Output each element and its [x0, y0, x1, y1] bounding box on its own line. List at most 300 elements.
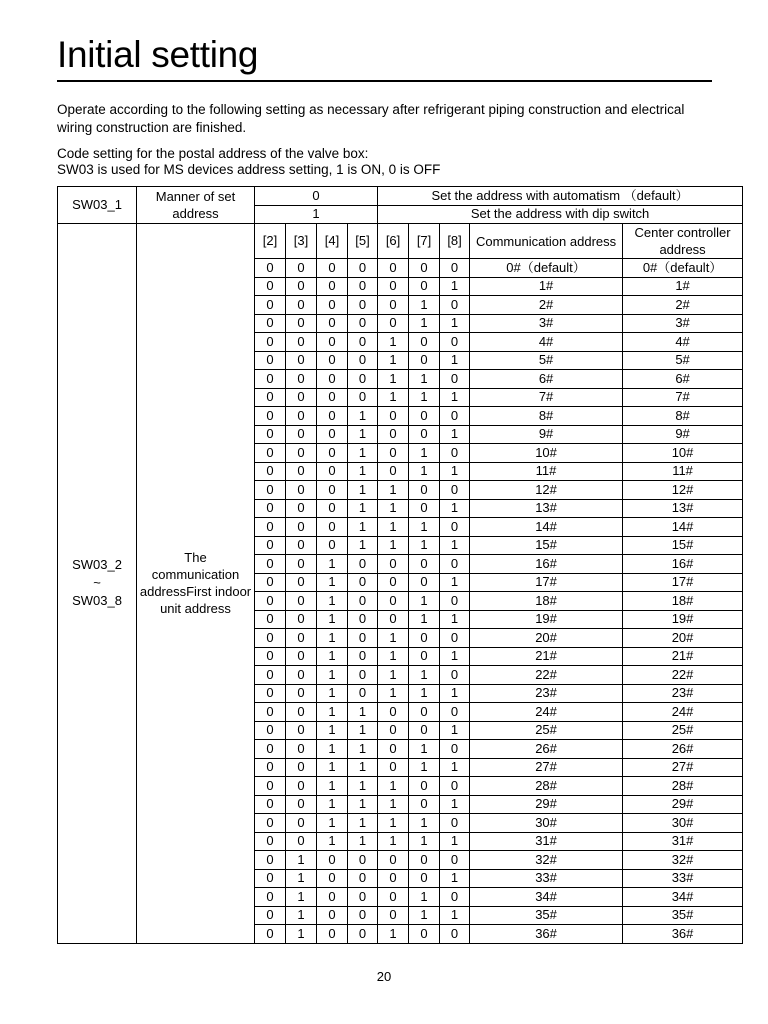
dip-bit-cell: 0 — [378, 740, 409, 759]
title-divider — [57, 80, 712, 82]
dip-bit-cell: 0 — [378, 592, 409, 611]
dip-bit-cell: 1 — [317, 795, 348, 814]
dip-bit-cell: 1 — [378, 684, 409, 703]
dip-bit-cell: 1 — [378, 536, 409, 555]
dip-bit-cell: 1 — [409, 536, 440, 555]
comm-address-cell: 32# — [470, 851, 623, 870]
dip-bit-cell: 1 — [317, 610, 348, 629]
comm-address-cell: 18# — [470, 592, 623, 611]
dip-bit-cell: 1 — [409, 758, 440, 777]
dip-bit-cell: 1 — [440, 721, 470, 740]
dip-bit-cell: 0 — [409, 721, 440, 740]
dip-bit-cell: 0 — [255, 407, 286, 426]
comm-address-cell: 2# — [470, 296, 623, 315]
dip-bit-cell: 0 — [409, 925, 440, 944]
intro-paragraph: Operate according to the following setting as necessary after refrigerant piping construction and electrical wiring construction are finished. — [57, 102, 685, 135]
dip-bit-cell: 1 — [440, 906, 470, 925]
comm-address-cell: 15# — [470, 536, 623, 555]
dip-header: [2] — [255, 224, 286, 259]
dip-bit-cell: 0 — [286, 592, 317, 611]
dip-bit-cell: 1 — [409, 684, 440, 703]
dip-bit-cell: 0 — [286, 684, 317, 703]
dip-header: [3] — [286, 224, 317, 259]
dip-bit-cell: 0 — [255, 481, 286, 500]
dip-bit-cell: 0 — [440, 407, 470, 426]
dip-bit-cell: 0 — [255, 610, 286, 629]
comm-address-cell: 25# — [470, 721, 623, 740]
dip-bit-cell: 0 — [255, 259, 286, 278]
dip-bit-cell: 0 — [378, 555, 409, 574]
center-address-cell: 20# — [623, 629, 743, 648]
dip-bit-cell: 1 — [317, 647, 348, 666]
center-address-cell: 32# — [623, 851, 743, 870]
comm-address-cell: 35# — [470, 906, 623, 925]
dip-bit-cell: 0 — [286, 296, 317, 315]
dip-bit-cell: 0 — [440, 666, 470, 685]
dip-bit-cell: 0 — [348, 888, 378, 907]
dip-bit-cell: 0 — [440, 481, 470, 500]
dip-bit-cell: 0 — [286, 832, 317, 851]
dip-bit-cell: 1 — [348, 518, 378, 537]
dip-bit-cell: 0 — [378, 314, 409, 333]
dip-bit-cell: 0 — [286, 333, 317, 352]
dip-bit-cell: 0 — [255, 647, 286, 666]
dip-bit-cell: 0 — [255, 869, 286, 888]
comm-address-cell: 26# — [470, 740, 623, 759]
dip-bit-cell: 0 — [317, 481, 348, 500]
dip-bit-cell: 0 — [317, 370, 348, 389]
dip-bit-cell: 1 — [348, 703, 378, 722]
center-address-cell: 19# — [623, 610, 743, 629]
comm-address-cell: 23# — [470, 684, 623, 703]
dip-header: [5] — [348, 224, 378, 259]
code-setting-line: Code setting for the postal address of the valve box: — [57, 146, 369, 161]
dip-bit-cell: 1 — [409, 666, 440, 685]
dip-bit-cell: 0 — [440, 592, 470, 611]
dip-bit-cell: 1 — [409, 388, 440, 407]
dip-bit-cell: 0 — [286, 388, 317, 407]
dip-bit-cell: 0 — [255, 721, 286, 740]
dip-bit-cell: 1 — [317, 592, 348, 611]
dip-bit-cell: 0 — [286, 629, 317, 648]
center-address-cell: 30# — [623, 814, 743, 833]
dip-bit-cell: 0 — [286, 536, 317, 555]
dip-bit-cell: 1 — [440, 573, 470, 592]
dip-bit-cell: 0 — [440, 851, 470, 870]
dip-bit-cell: 1 — [317, 555, 348, 574]
dip-bit-cell: 1 — [409, 370, 440, 389]
comm-address-cell: 27# — [470, 758, 623, 777]
center-address-cell: 4# — [623, 333, 743, 352]
dip-bit-cell: 1 — [378, 351, 409, 370]
dip-bit-cell: 1 — [348, 777, 378, 796]
dip-bit-cell: 0 — [317, 462, 348, 481]
dip-bit-cell: 0 — [440, 518, 470, 537]
dip-bit-cell: 0 — [286, 610, 317, 629]
dip-bit-cell: 0 — [255, 573, 286, 592]
dip-bit-cell: 1 — [440, 314, 470, 333]
dip-bit-cell: 0 — [440, 925, 470, 944]
dip-bit-cell: 1 — [409, 462, 440, 481]
dip-bit-cell: 0 — [378, 721, 409, 740]
dip-bit-cell: 1 — [409, 740, 440, 759]
dip-bit-cell: 0 — [255, 462, 286, 481]
dip-bit-cell: 0 — [255, 370, 286, 389]
dip-bit-cell: 0 — [348, 259, 378, 278]
dip-bit-cell: 0 — [378, 851, 409, 870]
center-address-cell: 21# — [623, 647, 743, 666]
dip-bit-cell: 0 — [409, 647, 440, 666]
dip-bit-cell: 1 — [348, 499, 378, 518]
dip-bit-cell: 1 — [317, 573, 348, 592]
dip-bit-cell: 0 — [286, 370, 317, 389]
dip-bit-cell: 0 — [348, 314, 378, 333]
dip-bit-cell: 0 — [255, 518, 286, 537]
dip-bit-cell: 0 — [255, 333, 286, 352]
comm-address-cell: 30# — [470, 814, 623, 833]
comm-address-cell: 1# — [470, 277, 623, 296]
dip-bit-cell: 0 — [255, 388, 286, 407]
dip-bit-cell: 0 — [286, 758, 317, 777]
dip-bit-cell: 0 — [255, 851, 286, 870]
dip-bit-cell: 0 — [255, 925, 286, 944]
dip-bit-cell: 0 — [378, 259, 409, 278]
center-address-cell: 23# — [623, 684, 743, 703]
dip-bit-cell: 0 — [286, 647, 317, 666]
center-address-cell: 11# — [623, 462, 743, 481]
dip-bit-cell: 0 — [317, 388, 348, 407]
center-address-cell: 31# — [623, 832, 743, 851]
option-desc: Set the address with dip switch — [378, 205, 743, 224]
dip-bit-cell: 1 — [286, 925, 317, 944]
dip-bit-cell: 1 — [286, 851, 317, 870]
center-address-cell: 16# — [623, 555, 743, 574]
sw03-2-8-label — [58, 224, 137, 944]
dip-bit-cell: 0 — [348, 296, 378, 315]
dip-bit-cell: 0 — [255, 536, 286, 555]
center-address-cell: 5# — [623, 351, 743, 370]
comm-address-cell: 22# — [470, 666, 623, 685]
dip-bit-cell: 0 — [348, 684, 378, 703]
dip-bit-cell: 1 — [378, 647, 409, 666]
dip-bit-cell: 0 — [440, 629, 470, 648]
center-address-cell: 0#（default） — [623, 259, 743, 278]
sw03-2-8-line: SW03_8 — [72, 593, 122, 609]
dip-bit-cell: 0 — [286, 814, 317, 833]
dip-bit-cell: 0 — [440, 888, 470, 907]
dip-bit-cell: 0 — [286, 740, 317, 759]
dip-bit-cell: 0 — [378, 703, 409, 722]
dip-bit-cell: 0 — [348, 629, 378, 648]
dip-bit-cell: 1 — [378, 333, 409, 352]
dip-bit-cell: 0 — [255, 314, 286, 333]
dip-bit-cell: 1 — [440, 462, 470, 481]
dip-bit-cell: 0 — [317, 518, 348, 537]
dip-bit-cell: 1 — [286, 888, 317, 907]
dip-bit-cell: 0 — [348, 277, 378, 296]
dip-bit-cell: 1 — [348, 795, 378, 814]
dip-bit-cell: 1 — [378, 481, 409, 500]
dip-bit-cell: 1 — [378, 814, 409, 833]
dip-bit-cell: 0 — [409, 869, 440, 888]
dip-bit-cell: 0 — [317, 444, 348, 463]
center-address-cell: 27# — [623, 758, 743, 777]
dip-bit-cell: 1 — [440, 610, 470, 629]
dip-bit-cell: 0 — [317, 407, 348, 426]
comm-header: Communication address — [470, 224, 623, 259]
dip-bit-cell: 0 — [255, 351, 286, 370]
dip-bit-cell: 0 — [440, 814, 470, 833]
comm-address-cell: 3# — [470, 314, 623, 333]
table-body — [58, 187, 743, 944]
dip-bit-cell: 1 — [348, 444, 378, 463]
center-address-cell: 26# — [623, 740, 743, 759]
dip-bit-cell: 1 — [440, 351, 470, 370]
comm-address-cell: 4# — [470, 333, 623, 352]
dip-bit-cell: 1 — [440, 647, 470, 666]
dip-bit-cell: 1 — [409, 888, 440, 907]
dip-bit-cell: 0 — [286, 407, 317, 426]
dip-bit-cell: 1 — [440, 795, 470, 814]
dip-bit-cell: 0 — [255, 296, 286, 315]
dip-bit-cell: 0 — [255, 703, 286, 722]
dip-bit-cell: 1 — [440, 499, 470, 518]
dip-bit-cell: 1 — [378, 388, 409, 407]
comm-address-cell: 7# — [470, 388, 623, 407]
dip-bit-cell: 0 — [286, 777, 317, 796]
dip-bit-cell: 1 — [378, 666, 409, 685]
dip-bit-cell: 0 — [440, 444, 470, 463]
manner-label: Manner of set address — [137, 187, 255, 224]
dip-bit-cell: 1 — [378, 925, 409, 944]
dip-bit-cell: 0 — [286, 277, 317, 296]
dip-bit-cell: 0 — [348, 370, 378, 389]
comm-address-cell: 9# — [470, 425, 623, 444]
dip-bit-cell: 0 — [286, 314, 317, 333]
dip-bit-cell: 1 — [440, 758, 470, 777]
dip-bit-cell: 0 — [317, 536, 348, 555]
dip-bit-cell: 1 — [440, 869, 470, 888]
table-row-manner-0 — [58, 187, 743, 206]
dip-bit-cell: 0 — [286, 351, 317, 370]
dip-bit-cell: 0 — [440, 333, 470, 352]
center-address-cell: 34# — [623, 888, 743, 907]
dip-bit-cell: 0 — [409, 499, 440, 518]
comm-address-cell: 36# — [470, 925, 623, 944]
dip-bit-cell: 1 — [286, 906, 317, 925]
dip-bit-cell: 1 — [317, 832, 348, 851]
sw03-2-8-line: SW03_2 — [72, 557, 122, 573]
comm-address-cell: 24# — [470, 703, 623, 722]
dip-bit-cell: 1 — [409, 296, 440, 315]
dip-bit-cell: 1 — [409, 610, 440, 629]
comm-address-label: The communication addressFirst indoor unit address — [137, 224, 255, 944]
dip-bit-cell: 0 — [440, 777, 470, 796]
dip-bit-cell: 0 — [286, 481, 317, 500]
dip-bit-cell: 0 — [409, 425, 440, 444]
dip-bit-cell: 1 — [317, 740, 348, 759]
center-address-cell: 13# — [623, 499, 743, 518]
center-address-cell: 17# — [623, 573, 743, 592]
center-address-cell: 35# — [623, 906, 743, 925]
dip-bit-cell: 0 — [409, 555, 440, 574]
page-title: Initial setting — [57, 34, 259, 75]
dip-bit-cell: 0 — [255, 758, 286, 777]
dip-bit-cell: 0 — [348, 573, 378, 592]
dip-bit-cell: 0 — [378, 444, 409, 463]
dip-bit-cell: 1 — [378, 518, 409, 537]
dip-bit-cell: 0 — [286, 444, 317, 463]
comm-address-cell: 29# — [470, 795, 623, 814]
sw03-1-label: SW03_1 — [58, 187, 137, 224]
dip-bit-cell: 0 — [317, 259, 348, 278]
dip-bit-cell: 0 — [255, 740, 286, 759]
dip-bit-cell: 0 — [317, 851, 348, 870]
dip-bit-cell: 1 — [440, 277, 470, 296]
dip-bit-cell: 0 — [378, 407, 409, 426]
sw03-note: SW03 is used for MS devices address setting, 1 is ON, 0 is OFF — [57, 162, 441, 177]
dip-bit-cell: 1 — [317, 666, 348, 685]
comm-address-cell: 33# — [470, 869, 623, 888]
comm-address-cell: 6# — [470, 370, 623, 389]
comm-address-cell: 19# — [470, 610, 623, 629]
dip-bit-cell: 0 — [348, 647, 378, 666]
dip-bit-cell: 1 — [348, 740, 378, 759]
dip-bit-cell: 0 — [286, 259, 317, 278]
dip-bit-cell: 0 — [409, 333, 440, 352]
dip-bit-cell: 0 — [317, 333, 348, 352]
dip-bit-cell: 0 — [348, 610, 378, 629]
dip-bit-cell: 1 — [409, 314, 440, 333]
center-address-cell: 6# — [623, 370, 743, 389]
comm-address-cell: 17# — [470, 573, 623, 592]
dip-bit-cell: 1 — [317, 777, 348, 796]
dip-header: [7] — [409, 224, 440, 259]
dip-bit-cell: 1 — [317, 758, 348, 777]
option-value: 1 — [255, 205, 378, 224]
dip-bit-cell: 1 — [348, 407, 378, 426]
comm-address-cell: 0#（default） — [470, 259, 623, 278]
dip-bit-cell: 0 — [378, 296, 409, 315]
dip-bit-cell: 0 — [409, 795, 440, 814]
dip-bit-cell: 0 — [409, 629, 440, 648]
dip-bit-cell: 1 — [409, 832, 440, 851]
dip-bit-cell: 0 — [255, 684, 286, 703]
dip-bit-cell: 0 — [348, 555, 378, 574]
dip-header: [8] — [440, 224, 470, 259]
dip-bit-cell: 0 — [409, 259, 440, 278]
center-address-cell: 29# — [623, 795, 743, 814]
dip-header: [6] — [378, 224, 409, 259]
dip-header: [4] — [317, 224, 348, 259]
dip-bit-cell: 0 — [440, 370, 470, 389]
dip-header-row — [58, 224, 743, 259]
dip-bit-cell: 1 — [440, 388, 470, 407]
dip-bit-cell: 0 — [317, 499, 348, 518]
dip-bit-cell: 0 — [409, 703, 440, 722]
center-header: Center controller address — [623, 224, 743, 259]
dip-bit-cell: 1 — [286, 869, 317, 888]
dip-bit-cell: 0 — [255, 832, 286, 851]
dip-bit-cell: 0 — [378, 869, 409, 888]
center-address-cell: 24# — [623, 703, 743, 722]
page-number: 20 — [376, 969, 392, 984]
dip-bit-cell: 1 — [348, 758, 378, 777]
dip-bit-cell: 0 — [255, 888, 286, 907]
address-setting-table — [57, 186, 743, 944]
dip-bit-cell: 1 — [409, 906, 440, 925]
dip-bit-cell: 1 — [348, 536, 378, 555]
center-address-cell: 9# — [623, 425, 743, 444]
dip-bit-cell: 0 — [378, 906, 409, 925]
comm-address-cell: 10# — [470, 444, 623, 463]
dip-bit-cell: 0 — [378, 758, 409, 777]
center-address-cell: 10# — [623, 444, 743, 463]
dip-bit-cell: 1 — [378, 777, 409, 796]
dip-bit-cell: 0 — [348, 851, 378, 870]
dip-bit-cell: 0 — [409, 407, 440, 426]
dip-bit-cell: 0 — [409, 777, 440, 796]
center-address-cell: 3# — [623, 314, 743, 333]
dip-bit-cell: 1 — [317, 721, 348, 740]
dip-bit-cell: 0 — [317, 888, 348, 907]
dip-bit-cell: 0 — [317, 296, 348, 315]
dip-bit-cell: 0 — [378, 425, 409, 444]
comm-address-cell: 12# — [470, 481, 623, 500]
comm-address-cell: 16# — [470, 555, 623, 574]
center-address-cell: 22# — [623, 666, 743, 685]
dip-bit-cell: 0 — [286, 795, 317, 814]
dip-bit-cell: 0 — [317, 925, 348, 944]
dip-bit-cell: 0 — [348, 925, 378, 944]
dip-bit-cell: 1 — [348, 721, 378, 740]
center-address-cell: 14# — [623, 518, 743, 537]
dip-bit-cell: 1 — [378, 499, 409, 518]
dip-bit-cell: 0 — [440, 703, 470, 722]
dip-bit-cell: 0 — [286, 666, 317, 685]
dip-bit-cell: 0 — [255, 795, 286, 814]
dip-bit-cell: 1 — [409, 518, 440, 537]
center-address-cell: 2# — [623, 296, 743, 315]
center-address-cell: 12# — [623, 481, 743, 500]
dip-bit-cell: 0 — [286, 573, 317, 592]
dip-bit-cell: 0 — [348, 351, 378, 370]
dip-bit-cell: 0 — [348, 333, 378, 352]
dip-bit-cell: 1 — [409, 592, 440, 611]
comm-address-cell: 5# — [470, 351, 623, 370]
comm-address-cell: 13# — [470, 499, 623, 518]
dip-bit-cell: 0 — [317, 351, 348, 370]
dip-bit-cell: 0 — [378, 610, 409, 629]
dip-bit-cell: 0 — [286, 462, 317, 481]
comm-address-cell: 20# — [470, 629, 623, 648]
dip-bit-cell: 0 — [255, 629, 286, 648]
dip-bit-cell: 1 — [348, 425, 378, 444]
center-address-cell: 1# — [623, 277, 743, 296]
dip-bit-cell: 0 — [286, 721, 317, 740]
comm-address-cell: 34# — [470, 888, 623, 907]
dip-bit-cell: 0 — [348, 666, 378, 685]
dip-bit-cell: 0 — [440, 740, 470, 759]
dip-bit-cell: 0 — [255, 499, 286, 518]
dip-bit-cell: 1 — [409, 444, 440, 463]
dip-bit-cell: 0 — [348, 388, 378, 407]
dip-bit-cell: 0 — [255, 906, 286, 925]
dip-bit-cell: 1 — [378, 370, 409, 389]
dip-bit-cell: 1 — [378, 832, 409, 851]
dip-bit-cell: 0 — [409, 481, 440, 500]
dip-bit-cell: 0 — [317, 277, 348, 296]
